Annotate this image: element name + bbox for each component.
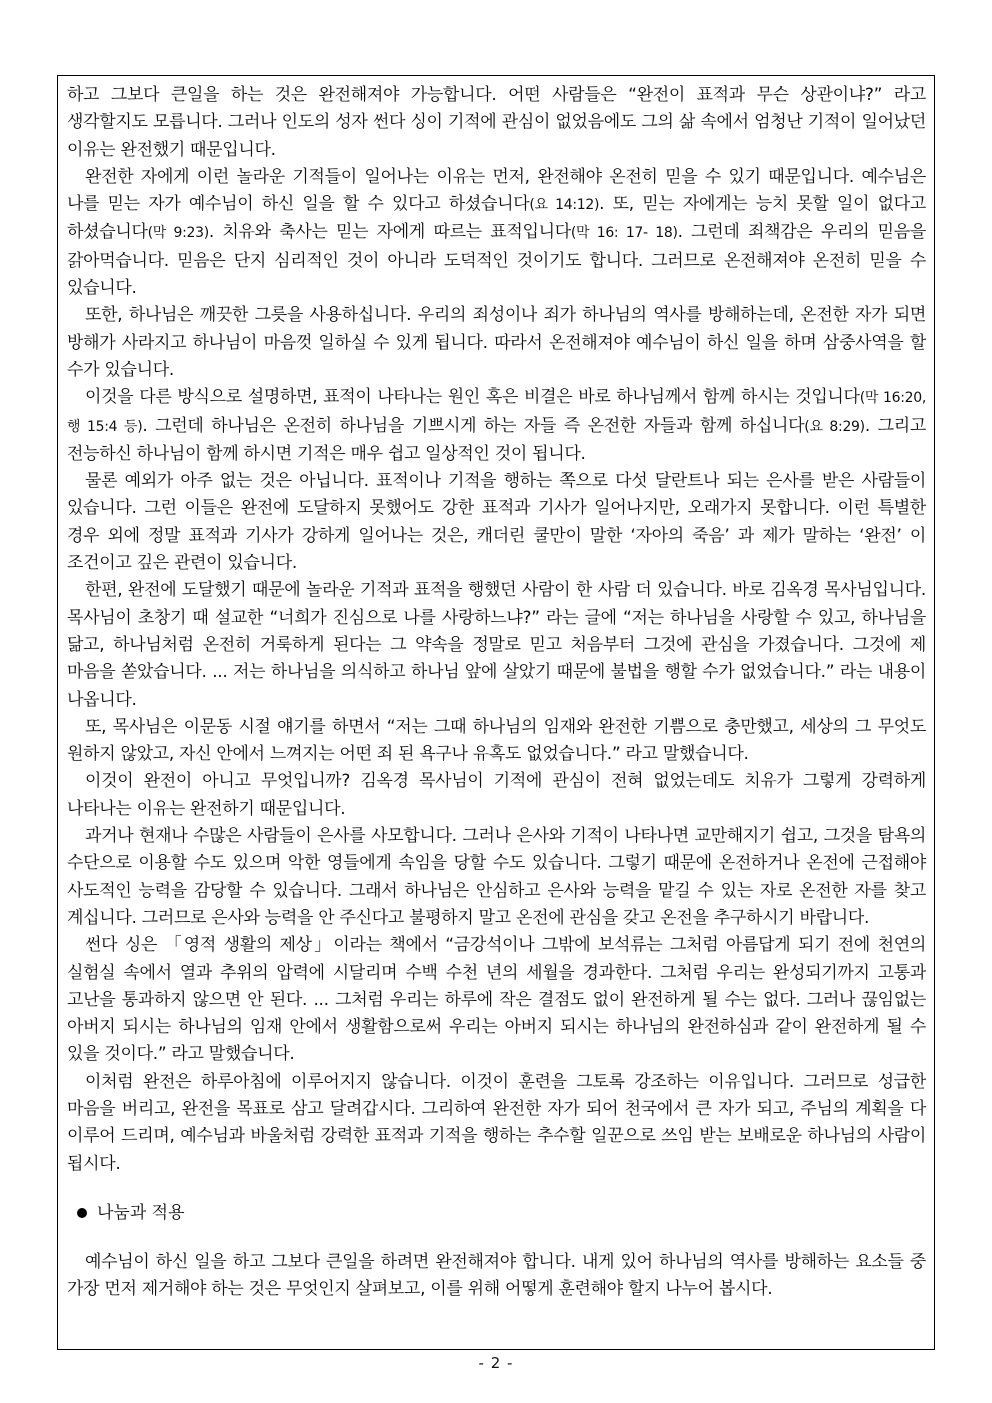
paragraph [67,932,926,1068]
scripture-reference: (막 9:23) [147,225,209,242]
paragraph-text: 또한, 하나님은 깨끗한 그릇을 사용하십니다. 우리의 죄성이나 죄가 하나님의 역사를 방해하는데, 온전한 자가 되면 방해가 사라지고 하나님이 마음껏 일하실 수 있게 됩니다. 따라서 온전해져야 예수님이 하신 일을 하며 삼중사역을 할 수가 있습니다. [67,305,926,380]
paragraph-text: 물론 예외가 아주 없는 것은 아닙니다. 표적이나 기적을 행하는 쪽으로 다섯 달란트나 되는 은사를 받은 사람들이 있습니다. 그런 이들은 완전에 도달하지 못했어도 강한 표적과 기사가 일어나지만, 오래가지 못합니다. 이런 특별한 경우 외에 정말 표적과 기사가 강하게 일어나는 것은, 캐더린 쿨만이 말한 ‘자아의 죽음’ 과 제가 말하는 ‘완전’ 이 조건이고 깊은 관련이 있습니다. [67,471,926,574]
paragraph-text: 이처럼 완전은 하루아침에 이루어지지 않습니다. 이것이 훈련을 그토록 강조하는 이유입니다. 그러므로 성급한 마음을 버리고, 완전을 목표로 삼고 달려갑시다. 그리하여 완전한 자가 되어 천국에서 큰 자가 되고, 주님의 계획을 다 이루어 드리며, 예수님과 바울처럼 강력한 표적과 기적을 행하는 추수할 일꾼으로 쓰임 받는 보배로운 하나님의 사람이 됩시다. [67,1071,926,1174]
scripture-reference: (막 16:20, 행 15:4 등) [67,390,926,435]
application-paragraph [67,1249,926,1304]
body-text [67,82,926,1303]
paragraph-text: . 또, 믿는 자에게는 능치 못할 일이 없다고 하셨습니다 [67,194,926,243]
paragraph-text: 썬다 싱은 「영적 생활의 제상」이라는 책에서 “금강석이나 그밖에 보석류는 그처럼 아름답게 되기 전에 천연의 실험실 속에서 열과 추위의 압력에 시달리며 수백 수천 년의 세월을 경과한다. 그처럼 우리는 완성되기까지 고통과 고난을 통과하지 않으면 안 된다. ... 그처럼 우리는 하루에 작은 결점도 없이 완전하게 될 수는 없다. 그러나 끊임없는 아버지 되시는 하나님의 임재 안에서 생활함으로써 우리는 아버지 되시는 하나님의 완전하심과 같이 완전하게 될 수 있을 것이다.” 라고 말했습니다. [67,935,926,1065]
paragraph-text: 이것을 다른 방식으로 설명하면, 표적이 나타나는 원인 혹은 비결은 바로 하나님께서 함께 하시는 것입니다 [85,387,860,408]
scripture-reference: (요 14:12) [529,197,600,214]
paragraph-text: . 그런데 죄책감은 우리의 믿음을 갉아먹습니다. 믿음은 단지 심리적인 것이 아니라 도덕적인 것이기도 합니다. 그러므로 온전해져야 온전히 믿을 수 있습니다. [67,222,927,299]
paragraph-text: 완전한 자에게 이런 놀라운 기적들이 일어나는 이유는 먼저, 완전해야 온전히 믿을 수 있기 때문입니다. 예수님은 나를 믿는 자가 예수님이 하신 일을 할 수 있다고 하셨습니다 [67,166,926,215]
paragraph-text: 이것이 완전이 아니고 무엇입니까? 김옥경 목사님이 기적에 관심이 전혀 없었는데도 치유가 그렇게 강력하게 나타나는 이유는 완전하기 때문입니다. [67,771,926,819]
paragraph [67,302,926,384]
paragraph-text: 과거나 현재나 수많은 사람들이 은사를 사모합니다. 그러나 은사와 기적이 나타나면 교만해지기 쉽고, 그것을 탐욕의 수단으로 이용할 수도 있으며 악한 영들에게 속임을 당할 수도 있습니다. 그렇기 때문에 온전하거나 온전에 근접해야 사도적인 능력을 감당할 수 있습니다. 그래서 하나님은 안심하고 은사와 능력을 맡길 수 있는 자로 온전한 자를 찾고 계십니다. 그러므로 은사와 능력을 안 주신다고 불평하지 말고 온전에 관심을 갖고 온전을 추구하시기 바랍니다. [67,826,926,928]
paragraph-text: 한편, 완전에 도달했기 때문에 놀라운 기적과 표적을 행했던 사람이 한 사람 더 있습니다. 바로 김옥경 목사님입니다. 목사님이 초창기 때 설교한 “너희가 진심으로 나를 사랑하느냐?” 라는 글에 “저는 하나님을 사랑할 수 있고, 하나님을 닮고, 하나님처럼 온전히 거룩하게 된다는 그 약속을 정말로 믿고 처음부터 그것에 관심을 가졌습니다. 그것에 제 마음을 쏟았습니다. ... 저는 하나님을 의식하고 하나님 앞에 살았기 때문에 불법을 행할 수가 없었습니다.” 라는 내용이 나옵니다. [67,580,926,710]
page-frame [57,75,935,1350]
section-heading [67,1200,926,1227]
scripture-reference: (요 8:29) [804,418,865,435]
paragraph [67,823,926,932]
paragraph-text: 예수님이 하신 일을 하고 그보다 큰일을 하려면 완전해져야 합니다. 내게 있어 하나님의 역사를 방해하는 요소들 중 가장 먼저 제거해야 하는 것은 무엇인지 살펴보고, 이를 위해 어떻게 훈련해야 할지 나누어 봅시다. [67,1251,926,1300]
paragraph [67,164,926,302]
paragraph [67,468,926,577]
paragraph [67,768,926,823]
scripture-reference: (막 16: 17- 18) [570,225,678,242]
paragraph [67,384,926,468]
paragraph [67,82,926,164]
paragraph-text: 하고 그보다 큰일을 하는 것은 완전해져야 가능합니다. 어떤 사람들은 “완전이 표적과 무슨 상관이냐?” 라고 생각할지도 모릅니다. 그러나 인도의 성자 썬다 싱이 기적에 관심이 없었음에도 그의 삶 속에서 엄청난 기적이 일어났던 이유는 완전했기 때문입니다. [67,85,926,160]
paragraph-text: . 그런데 하나님은 온전히 하나님을 기쁘시게 하는 자들 즉 온전한 자들과 함께 하십니다 [142,415,805,436]
paragraph [67,577,926,713]
paragraph-text: . 그리고 전능하신 하나님이 함께 하시면 기적은 매우 쉽고 일상적인 것이 됩니다. [67,415,927,464]
section-title: 나눔과 적용 [97,1202,185,1223]
paragraph [67,1069,926,1178]
bullet-icon [77,1208,87,1218]
paragraph-text: . 치유와 축사는 믿는 자에게 따르는 표적입니다 [208,222,571,243]
page-number: - 2 - [478,1354,514,1372]
paragraph-text: 또, 목사님은 이문동 시절 얘기를 하면서 “저는 그때 하나님의 임재와 완전한 기쁨으로 충만했고, 세상의 그 무엇도 원하지 않았고, 자신 안에서 느껴지는 어떤 죄 된 욕구나 유혹도 없었습니다.” 라고 말했습니다. [67,716,926,765]
paragraph [67,714,926,769]
